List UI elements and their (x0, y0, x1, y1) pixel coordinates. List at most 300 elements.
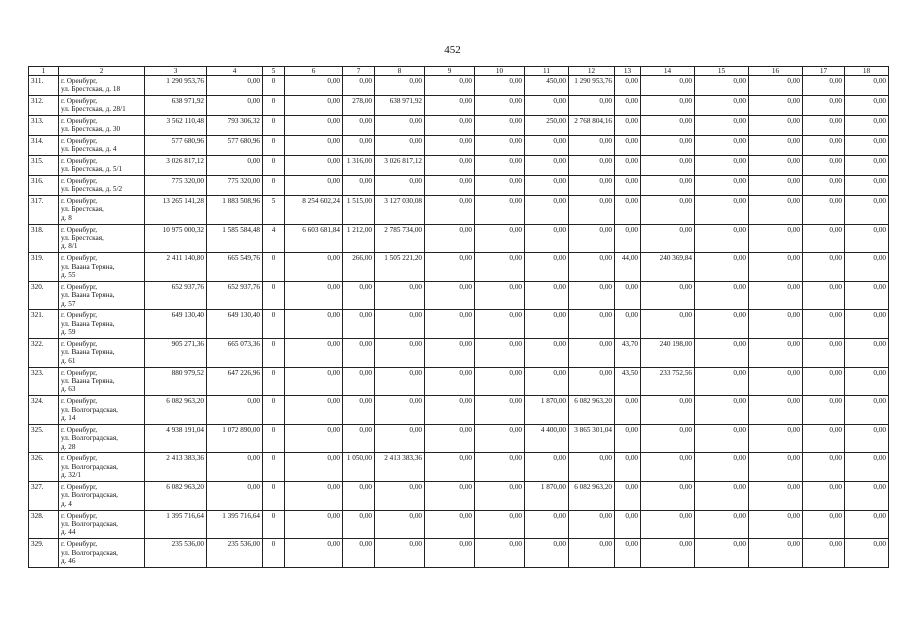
column-number-header: 2 (59, 67, 145, 76)
table-row (29, 367, 889, 396)
value-cell: 649 130,40 (145, 310, 207, 339)
address-line: ул. Ваана Теряна, (61, 291, 115, 300)
value-cell: 0,00 (425, 539, 475, 568)
address-line: ул. Брестская, д. 4 (61, 145, 117, 154)
value-cell: 0,00 (845, 196, 889, 225)
address-cell (59, 281, 145, 310)
value-cell: 6 082 963,20 (569, 481, 615, 510)
value-cell: 0,00 (641, 481, 695, 510)
address-line: г. Оренбург, (61, 254, 98, 263)
address-cell (59, 396, 145, 425)
address-line: г. Оренбург, (61, 77, 98, 85)
value-cell: 0,00 (569, 196, 615, 225)
value-cell: 0,00 (285, 453, 343, 482)
value-cell: 0,00 (803, 116, 845, 136)
value-cell: 0,00 (695, 453, 749, 482)
value-cell: 266,00 (343, 253, 375, 282)
address-line: д. 14 (61, 413, 76, 422)
value-cell: 905 271,36 (145, 338, 207, 367)
table-row (29, 176, 889, 196)
value-cell: 0,00 (569, 310, 615, 339)
value-cell: 0,00 (425, 396, 475, 425)
column-number-header: 14 (641, 67, 695, 76)
address-line: ул. Волгоградская, (61, 462, 118, 471)
value-cell: 0,00 (375, 136, 425, 156)
address-line: д. 57 (61, 299, 76, 308)
value-cell: 0,00 (525, 253, 569, 282)
address-line: г. Оренбург, (61, 311, 98, 320)
value-cell: 2 768 804,16 (569, 116, 615, 136)
address-line: г. Оренбург, (61, 454, 98, 463)
value-cell: 638 971,92 (145, 96, 207, 116)
table-row (29, 76, 889, 96)
value-cell: 0,00 (749, 136, 803, 156)
value-cell: 0,00 (845, 281, 889, 310)
value-cell: 0,00 (525, 176, 569, 196)
value-cell: 1 395 716,64 (145, 510, 207, 539)
value-cell: 240 198,00 (641, 338, 695, 367)
value-cell: 0,00 (475, 310, 525, 339)
value-cell: 0,00 (375, 176, 425, 196)
value-cell: 0,00 (749, 481, 803, 510)
value-cell: 0,00 (285, 76, 343, 96)
value-cell: 0,00 (475, 156, 525, 176)
value-cell: 0,00 (803, 396, 845, 425)
value-cell: 0,00 (525, 224, 569, 253)
value-cell: 0,00 (343, 116, 375, 136)
address-line: ул. Ваана Теряна, (61, 262, 115, 271)
value-cell: 3 127 030,08 (375, 196, 425, 225)
value-cell: 10 975 000,32 (145, 224, 207, 253)
address-line: д. 63 (61, 385, 76, 394)
value-cell: 0,00 (525, 338, 569, 367)
row-number-cell: 321. (29, 310, 59, 339)
value-cell: 0,00 (425, 136, 475, 156)
row-number-cell: 324. (29, 396, 59, 425)
address-line: г. Оренбург, (61, 117, 98, 125)
value-cell: 0,00 (641, 176, 695, 196)
value-cell: 0,00 (615, 281, 641, 310)
value-cell: 1 515,00 (343, 196, 375, 225)
address-line: ул. Брестская, (61, 234, 104, 242)
value-cell: 4 400,00 (525, 424, 569, 453)
table-row (29, 453, 889, 482)
address-line: ул. Брестская, д. 5/2 (61, 185, 123, 194)
column-number-header: 15 (695, 67, 749, 76)
value-cell: 0,00 (285, 338, 343, 367)
value-cell: 0,00 (845, 453, 889, 482)
address-cell (59, 481, 145, 510)
value-cell: 0,00 (749, 367, 803, 396)
value-cell: 450,00 (525, 76, 569, 96)
value-cell: 0,00 (749, 453, 803, 482)
value-cell: 0,00 (641, 424, 695, 453)
value-cell: 0,00 (615, 453, 641, 482)
address-cell (59, 136, 145, 156)
address-line: д. 61 (61, 356, 76, 365)
value-cell: 0,00 (475, 253, 525, 282)
address-line: ул. Брестская, (61, 205, 104, 214)
value-cell: 1 505 221,20 (375, 253, 425, 282)
value-cell: 0,00 (845, 481, 889, 510)
value-cell: 0,00 (695, 116, 749, 136)
value-cell: 0,00 (343, 281, 375, 310)
value-cell: 0,00 (569, 539, 615, 568)
address-line: г. Оренбург, (61, 282, 98, 291)
value-cell: 0 (263, 481, 285, 510)
value-cell: 0,00 (475, 510, 525, 539)
row-number-cell: 328. (29, 510, 59, 539)
table-row (29, 116, 889, 136)
page-number: 452 (444, 44, 461, 56)
value-cell: 0,00 (695, 396, 749, 425)
value-cell: 0,00 (615, 224, 641, 253)
table-row (29, 481, 889, 510)
value-cell: 0,00 (749, 96, 803, 116)
address-cell (59, 453, 145, 482)
value-cell: 0,00 (569, 453, 615, 482)
value-cell: 0,00 (525, 96, 569, 116)
value-cell: 0,00 (207, 156, 263, 176)
value-cell: 2 411 140,80 (145, 253, 207, 282)
value-cell: 0,00 (749, 510, 803, 539)
value-cell: 0,00 (695, 310, 749, 339)
value-cell: 0,00 (749, 156, 803, 176)
value-cell: 0 (263, 310, 285, 339)
value-cell: 43,50 (615, 367, 641, 396)
value-cell: 1 072 890,00 (207, 424, 263, 453)
value-cell: 8 254 602,24 (285, 196, 343, 225)
register-table (28, 66, 889, 568)
value-cell: 0,00 (845, 253, 889, 282)
value-cell: 0,00 (803, 281, 845, 310)
value-cell: 1 585 584,48 (207, 224, 263, 253)
value-cell: 0 (263, 510, 285, 539)
value-cell: 2 413 383,36 (375, 453, 425, 482)
value-cell: 4 938 191,04 (145, 424, 207, 453)
value-cell: 0,00 (285, 176, 343, 196)
value-cell: 0,00 (749, 176, 803, 196)
value-cell: 0,00 (695, 76, 749, 96)
value-cell: 0,00 (475, 539, 525, 568)
value-cell: 649 130,40 (207, 310, 263, 339)
value-cell: 0,00 (695, 481, 749, 510)
value-cell: 0 (263, 96, 285, 116)
value-cell: 0,00 (569, 281, 615, 310)
value-cell: 0,00 (803, 424, 845, 453)
row-number-cell: 326. (29, 453, 59, 482)
value-cell: 0,00 (525, 281, 569, 310)
value-cell: 0,00 (207, 481, 263, 510)
row-number-cell: 313. (29, 116, 59, 136)
value-cell: 6 082 963,20 (145, 396, 207, 425)
value-cell: 0,00 (425, 76, 475, 96)
value-cell: 0,00 (749, 396, 803, 425)
value-cell: 0,00 (525, 310, 569, 339)
column-number-header: 10 (475, 67, 525, 76)
table-row (29, 539, 889, 568)
address-line: д. 32/1 (61, 471, 82, 480)
address-line: г. Оренбург, (61, 177, 98, 185)
value-cell: 0,00 (641, 510, 695, 539)
row-number-cell: 314. (29, 136, 59, 156)
table-row (29, 338, 889, 367)
value-cell: 0,00 (641, 310, 695, 339)
value-cell: 235 536,00 (207, 539, 263, 568)
value-cell: 0,00 (425, 196, 475, 225)
table-body (29, 76, 889, 568)
value-cell: 0,00 (615, 481, 641, 510)
value-cell: 0 (263, 156, 285, 176)
address-cell (59, 96, 145, 116)
value-cell: 0,00 (695, 338, 749, 367)
value-cell: 0,00 (803, 453, 845, 482)
value-cell: 6 603 681,84 (285, 224, 343, 253)
value-cell: 0,00 (375, 396, 425, 425)
value-cell: 0,00 (803, 481, 845, 510)
address-cell (59, 176, 145, 196)
row-number-cell: 311. (29, 76, 59, 96)
table-row (29, 156, 889, 176)
value-cell: 0,00 (615, 156, 641, 176)
value-cell: 3 026 817,12 (145, 156, 207, 176)
column-number-header: 12 (569, 67, 615, 76)
address-cell (59, 253, 145, 282)
address-cell (59, 196, 145, 225)
value-cell: 0,00 (803, 176, 845, 196)
value-cell: 0,00 (695, 136, 749, 156)
value-cell: 0,00 (343, 396, 375, 425)
value-cell: 3 865 301,04 (569, 424, 615, 453)
value-cell: 0,00 (475, 196, 525, 225)
value-cell: 0,00 (475, 96, 525, 116)
address-line: ул. Волгоградская, (61, 491, 118, 500)
value-cell: 0,00 (845, 96, 889, 116)
value-cell: 0,00 (425, 367, 475, 396)
address-line: г. Оренбург, (61, 339, 98, 348)
value-cell: 240 369,84 (641, 253, 695, 282)
value-cell: 0,00 (845, 176, 889, 196)
address-line: д. 8 (61, 213, 72, 222)
value-cell: 0,00 (375, 424, 425, 453)
row-number-cell: 322. (29, 338, 59, 367)
address-line: г. Оренбург, (61, 97, 98, 105)
value-cell: 0,00 (343, 136, 375, 156)
address-line: г. Оренбург, (61, 137, 98, 145)
value-cell: 0 (263, 424, 285, 453)
value-cell: 665 549,76 (207, 253, 263, 282)
value-cell: 0,00 (845, 76, 889, 96)
value-cell: 0,00 (695, 176, 749, 196)
value-cell: 880 979,52 (145, 367, 207, 396)
address-line: г. Оренбург, (61, 225, 98, 234)
column-number-header: 11 (525, 67, 569, 76)
address-line: г. Оренбург, (61, 368, 98, 377)
row-number-cell: 317. (29, 196, 59, 225)
value-cell: 0,00 (375, 367, 425, 396)
address-line: г. Оренбург, (61, 425, 98, 434)
column-number-header: 6 (285, 67, 343, 76)
column-number-header: 13 (615, 67, 641, 76)
value-cell: 0,00 (803, 510, 845, 539)
value-cell: 0,00 (845, 510, 889, 539)
row-number-cell: 325. (29, 424, 59, 453)
value-cell: 0,00 (749, 196, 803, 225)
address-line: ул. Волгоградская, (61, 519, 118, 528)
value-cell: 0,00 (425, 96, 475, 116)
value-cell: 1 212,00 (343, 224, 375, 253)
address-line: г. Оренбург, (61, 157, 98, 165)
value-cell: 0,00 (615, 424, 641, 453)
address-cell (59, 76, 145, 96)
value-cell: 0,00 (343, 539, 375, 568)
value-cell: 0,00 (475, 367, 525, 396)
address-line: ул. Брестская, д. 28/1 (61, 105, 126, 114)
value-cell: 0,00 (525, 156, 569, 176)
value-cell: 0,00 (749, 310, 803, 339)
address-line: д. 46 (61, 556, 76, 565)
value-cell: 0,00 (425, 338, 475, 367)
value-cell: 0,00 (525, 196, 569, 225)
value-cell: 0 (263, 539, 285, 568)
row-number-cell: 320. (29, 281, 59, 310)
value-cell: 0,00 (425, 424, 475, 453)
row-number-cell: 319. (29, 253, 59, 282)
value-cell: 0,00 (525, 367, 569, 396)
value-cell: 0,00 (615, 136, 641, 156)
address-cell (59, 338, 145, 367)
table-row (29, 96, 889, 116)
address-line: ул. Брестская, д. 5/1 (61, 165, 123, 174)
value-cell: 1 316,00 (343, 156, 375, 176)
value-cell: 0,00 (615, 96, 641, 116)
value-cell: 0,00 (425, 310, 475, 339)
value-cell: 0,00 (803, 96, 845, 116)
value-cell: 0,00 (343, 76, 375, 96)
address-line: г. Оренбург, (61, 397, 98, 406)
value-cell: 0,00 (803, 76, 845, 96)
address-line: ул. Ваана Теряна, (61, 319, 115, 328)
column-number-header: 5 (263, 67, 285, 76)
value-cell: 1 290 953,76 (145, 76, 207, 96)
value-cell: 0,00 (425, 224, 475, 253)
value-cell: 0,00 (569, 156, 615, 176)
value-cell: 0,00 (343, 510, 375, 539)
value-cell: 0,00 (475, 281, 525, 310)
value-cell: 0,00 (845, 224, 889, 253)
value-cell: 1 395 716,64 (207, 510, 263, 539)
value-cell: 0,00 (569, 338, 615, 367)
value-cell: 0,00 (569, 176, 615, 196)
value-cell: 0,00 (803, 224, 845, 253)
value-cell: 0,00 (803, 310, 845, 339)
value-cell: 0,00 (425, 510, 475, 539)
address-line: д. 8/1 (61, 242, 78, 251)
column-number-header: 7 (343, 67, 375, 76)
value-cell: 0,00 (285, 136, 343, 156)
value-cell: 0,00 (803, 156, 845, 176)
value-cell: 0,00 (695, 281, 749, 310)
table-row (29, 281, 889, 310)
value-cell: 0,00 (475, 424, 525, 453)
row-number-cell: 312. (29, 96, 59, 116)
value-cell: 638 971,92 (375, 96, 425, 116)
value-cell: 0,00 (845, 539, 889, 568)
value-cell: 0,00 (285, 367, 343, 396)
address-line: д. 44 (61, 528, 76, 537)
table-row (29, 510, 889, 539)
value-cell: 0 (263, 281, 285, 310)
column-number-header: 3 (145, 67, 207, 76)
value-cell: 0,00 (695, 196, 749, 225)
address-line: г. Оренбург, (61, 197, 98, 205)
value-cell: 0,00 (615, 116, 641, 136)
value-cell: 0,00 (845, 156, 889, 176)
value-cell: 0,00 (475, 396, 525, 425)
table-row (29, 310, 889, 339)
column-number-header: 4 (207, 67, 263, 76)
value-cell: 250,00 (525, 116, 569, 136)
value-cell: 0,00 (285, 510, 343, 539)
value-cell: 0,00 (845, 338, 889, 367)
value-cell: 2 413 383,36 (145, 453, 207, 482)
address-line: д. 28 (61, 442, 76, 451)
value-cell: 0 (263, 116, 285, 136)
value-cell: 0,00 (845, 396, 889, 425)
row-number-cell: 329. (29, 539, 59, 568)
value-cell: 0,00 (845, 136, 889, 156)
value-cell: 0,00 (375, 539, 425, 568)
table-row (29, 136, 889, 156)
value-cell: 0,00 (641, 396, 695, 425)
value-cell: 0,00 (695, 367, 749, 396)
table-row (29, 396, 889, 425)
value-cell: 577 680,96 (207, 136, 263, 156)
value-cell: 0,00 (343, 310, 375, 339)
value-cell: 3 562 110,48 (145, 116, 207, 136)
value-cell: 0,00 (641, 453, 695, 482)
address-line: г. Оренбург, (61, 511, 98, 520)
value-cell: 0,00 (525, 539, 569, 568)
value-cell: 0,00 (425, 481, 475, 510)
value-cell: 665 073,36 (207, 338, 263, 367)
value-cell: 0,00 (803, 539, 845, 568)
address-line: ул. Ваана Теряна, (61, 376, 115, 385)
value-cell: 0,00 (803, 338, 845, 367)
value-cell: 0,00 (343, 176, 375, 196)
value-cell: 0,00 (569, 224, 615, 253)
value-cell: 3 026 817,12 (375, 156, 425, 176)
value-cell: 0,00 (375, 310, 425, 339)
address-line: д. 55 (61, 271, 76, 279)
value-cell: 0,00 (207, 453, 263, 482)
value-cell: 0,00 (425, 281, 475, 310)
value-cell: 0,00 (285, 481, 343, 510)
column-number-header: 16 (749, 67, 803, 76)
value-cell: 0,00 (845, 310, 889, 339)
value-cell: 0,00 (749, 281, 803, 310)
value-cell: 0,00 (749, 539, 803, 568)
address-cell (59, 116, 145, 136)
value-cell: 0,00 (695, 510, 749, 539)
value-cell: 0,00 (641, 281, 695, 310)
value-cell: 0,00 (285, 253, 343, 282)
address-line: ул. Волгоградская, (61, 548, 118, 557)
value-cell: 1 870,00 (525, 481, 569, 510)
value-cell: 0,00 (475, 338, 525, 367)
address-cell (59, 510, 145, 539)
value-cell: 0,00 (615, 396, 641, 425)
